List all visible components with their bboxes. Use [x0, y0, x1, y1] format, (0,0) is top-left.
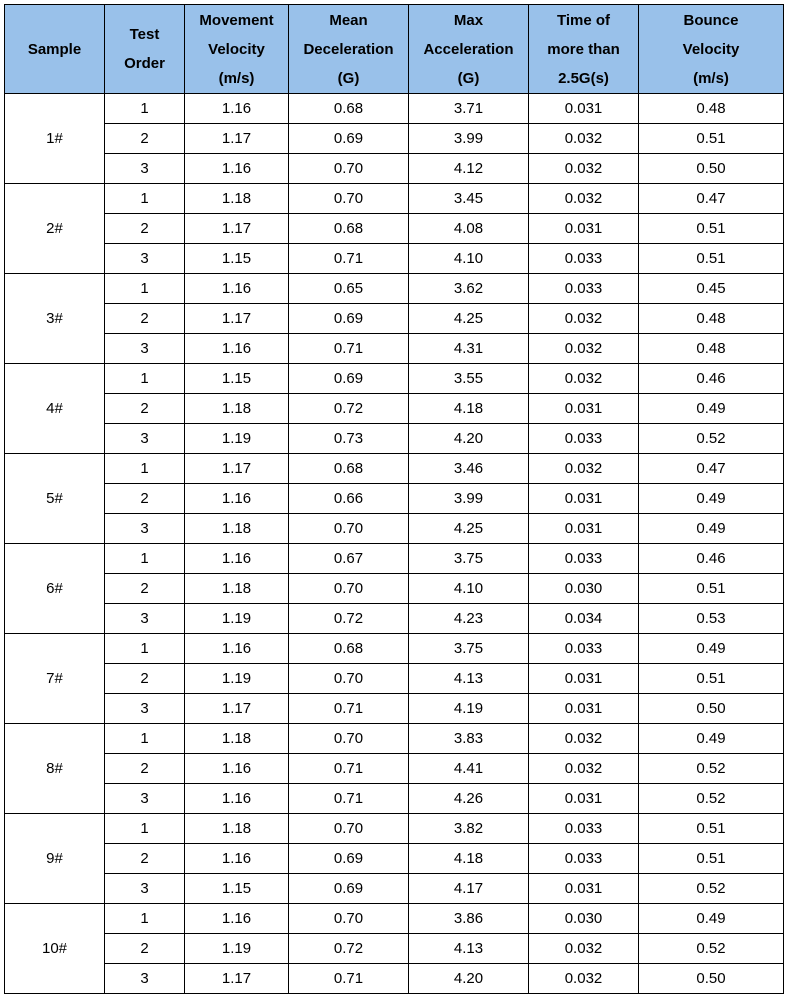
time-over-threshold-cell: 0.031 — [529, 94, 639, 124]
table-row — [5, 844, 784, 874]
test-order-cell: 2 — [105, 934, 185, 964]
time-over-threshold-cell: 0.031 — [529, 694, 639, 724]
movement-velocity-cell: 1.19 — [185, 424, 289, 454]
test-order-cell: 1 — [105, 454, 185, 484]
table-row — [5, 484, 784, 514]
movement-velocity-cell: 1.18 — [185, 514, 289, 544]
max-acceleration-cell: 4.25 — [409, 304, 529, 334]
movement-velocity-cell: 1.17 — [185, 124, 289, 154]
test-order-cell: 2 — [105, 124, 185, 154]
mean-deceleration-cell: 0.71 — [289, 694, 409, 724]
bounce-velocity-cell: 0.53 — [639, 604, 784, 634]
movement-velocity-cell: 1.16 — [185, 334, 289, 364]
test-order-cell: 1 — [105, 724, 185, 754]
test-order-cell: 3 — [105, 784, 185, 814]
bounce-velocity-cell: 0.46 — [639, 544, 784, 574]
header-bounce-velocity — [639, 5, 784, 94]
mean-deceleration-cell: 0.70 — [289, 184, 409, 214]
header-line: (m/s) — [218, 69, 255, 87]
test-order-cell: 3 — [105, 874, 185, 904]
mean-deceleration-cell: 0.72 — [289, 394, 409, 424]
max-acceleration-cell: 3.83 — [409, 724, 529, 754]
time-over-threshold-cell: 0.032 — [529, 334, 639, 364]
mean-deceleration-cell: 0.69 — [289, 844, 409, 874]
mean-deceleration-cell: 0.73 — [289, 424, 409, 454]
time-over-threshold-cell: 0.033 — [529, 844, 639, 874]
movement-velocity-cell: 1.15 — [185, 244, 289, 274]
time-over-threshold-cell: 0.033 — [529, 274, 639, 304]
bounce-velocity-cell: 0.48 — [639, 304, 784, 334]
max-acceleration-cell: 4.18 — [409, 844, 529, 874]
table-row — [5, 904, 784, 934]
sample-cell: 7# — [5, 634, 105, 724]
test-order-cell: 2 — [105, 574, 185, 604]
time-over-threshold-cell: 0.032 — [529, 184, 639, 214]
max-acceleration-cell: 3.45 — [409, 184, 529, 214]
max-acceleration-cell: 4.08 — [409, 214, 529, 244]
mean-deceleration-cell: 0.70 — [289, 574, 409, 604]
movement-velocity-cell: 1.16 — [185, 904, 289, 934]
time-over-threshold-cell: 0.031 — [529, 394, 639, 424]
test-order-cell: 1 — [105, 544, 185, 574]
mean-deceleration-cell: 0.69 — [289, 124, 409, 154]
max-acceleration-cell: 4.13 — [409, 664, 529, 694]
table-row — [5, 394, 784, 424]
movement-velocity-cell: 1.16 — [185, 544, 289, 574]
test-order-cell: 2 — [105, 214, 185, 244]
time-over-threshold-cell: 0.033 — [529, 814, 639, 844]
table-row — [5, 574, 784, 604]
mean-deceleration-cell: 0.71 — [289, 334, 409, 364]
table-row — [5, 424, 784, 454]
header-line: Velocity — [208, 40, 265, 58]
movement-velocity-cell: 1.17 — [185, 304, 289, 334]
table-row — [5, 184, 784, 214]
results-table — [4, 4, 784, 994]
max-acceleration-cell: 3.82 — [409, 814, 529, 844]
time-over-threshold-cell: 0.032 — [529, 454, 639, 484]
header-line: Sample — [27, 40, 82, 58]
table-row — [5, 514, 784, 544]
table-row — [5, 454, 784, 484]
movement-velocity-cell: 1.16 — [185, 94, 289, 124]
sample-cell: 6# — [5, 544, 105, 634]
movement-velocity-cell: 1.19 — [185, 934, 289, 964]
mean-deceleration-cell: 0.71 — [289, 754, 409, 784]
test-order-cell: 3 — [105, 334, 185, 364]
mean-deceleration-cell: 0.68 — [289, 214, 409, 244]
movement-velocity-cell: 1.16 — [185, 484, 289, 514]
bounce-velocity-cell: 0.46 — [639, 364, 784, 394]
movement-velocity-cell: 1.18 — [185, 394, 289, 424]
mean-deceleration-cell: 0.68 — [289, 94, 409, 124]
mean-deceleration-cell: 0.67 — [289, 544, 409, 574]
bounce-velocity-cell: 0.47 — [639, 454, 784, 484]
time-over-threshold-cell: 0.032 — [529, 724, 639, 754]
mean-deceleration-cell: 0.70 — [289, 904, 409, 934]
test-order-cell: 2 — [105, 664, 185, 694]
max-acceleration-cell: 3.75 — [409, 634, 529, 664]
max-acceleration-cell: 4.25 — [409, 514, 529, 544]
movement-velocity-cell: 1.18 — [185, 574, 289, 604]
table-row — [5, 814, 784, 844]
table-row — [5, 364, 784, 394]
movement-velocity-cell: 1.16 — [185, 844, 289, 874]
test-order-cell: 3 — [105, 244, 185, 274]
header-mean-deceleration — [289, 5, 409, 94]
max-acceleration-cell: 3.71 — [409, 94, 529, 124]
table-row — [5, 274, 784, 304]
test-order-cell: 1 — [105, 904, 185, 934]
table-row — [5, 634, 784, 664]
table-row — [5, 334, 784, 364]
header-line: 2.5G(s) — [558, 69, 609, 87]
max-acceleration-cell: 3.55 — [409, 364, 529, 394]
max-acceleration-cell: 4.26 — [409, 784, 529, 814]
table-row — [5, 154, 784, 184]
max-acceleration-cell: 4.17 — [409, 874, 529, 904]
max-acceleration-cell: 4.13 — [409, 934, 529, 964]
time-over-threshold-cell: 0.032 — [529, 364, 639, 394]
table-row — [5, 304, 784, 334]
header-line: Time of — [556, 11, 611, 29]
bounce-velocity-cell: 0.49 — [639, 904, 784, 934]
bounce-velocity-cell: 0.47 — [639, 184, 784, 214]
max-acceleration-cell: 3.46 — [409, 454, 529, 484]
mean-deceleration-cell: 0.70 — [289, 514, 409, 544]
header-test-order — [105, 5, 185, 94]
time-over-threshold-cell: 0.030 — [529, 904, 639, 934]
max-acceleration-cell: 4.31 — [409, 334, 529, 364]
header-line: (G) — [457, 69, 480, 87]
header-line: (m/s) — [693, 69, 729, 87]
mean-deceleration-cell: 0.71 — [289, 244, 409, 274]
header-time-over-threshold — [529, 5, 639, 94]
test-order-cell: 3 — [105, 964, 185, 994]
movement-velocity-cell: 1.18 — [185, 184, 289, 214]
time-over-threshold-cell: 0.033 — [529, 244, 639, 274]
header-line: Velocity — [682, 40, 740, 58]
table-row — [5, 244, 784, 274]
time-over-threshold-cell: 0.032 — [529, 934, 639, 964]
table-row — [5, 604, 784, 634]
test-order-cell: 1 — [105, 184, 185, 214]
test-order-cell: 1 — [105, 364, 185, 394]
max-acceleration-cell: 4.12 — [409, 154, 529, 184]
sample-cell: 9# — [5, 814, 105, 904]
test-order-cell: 1 — [105, 634, 185, 664]
movement-velocity-cell: 1.16 — [185, 154, 289, 184]
test-order-cell: 1 — [105, 94, 185, 124]
table-row — [5, 784, 784, 814]
time-over-threshold-cell: 0.030 — [529, 574, 639, 604]
bounce-velocity-cell: 0.49 — [639, 724, 784, 754]
max-acceleration-cell: 4.19 — [409, 694, 529, 724]
header-line: (G) — [337, 69, 360, 87]
movement-velocity-cell: 1.16 — [185, 634, 289, 664]
bounce-velocity-cell: 0.51 — [639, 844, 784, 874]
time-over-threshold-cell: 0.032 — [529, 124, 639, 154]
max-acceleration-cell: 4.10 — [409, 574, 529, 604]
table-row — [5, 874, 784, 904]
movement-velocity-cell: 1.17 — [185, 694, 289, 724]
bounce-velocity-cell: 0.51 — [639, 244, 784, 274]
max-acceleration-cell: 4.18 — [409, 394, 529, 424]
max-acceleration-cell: 3.99 — [409, 484, 529, 514]
bounce-velocity-cell: 0.52 — [639, 754, 784, 784]
time-over-threshold-cell: 0.033 — [529, 424, 639, 454]
movement-velocity-cell: 1.18 — [185, 724, 289, 754]
sample-cell: 10# — [5, 904, 105, 994]
header-line: Order — [124, 55, 165, 72]
bounce-velocity-cell: 0.52 — [639, 784, 784, 814]
movement-velocity-cell: 1.18 — [185, 814, 289, 844]
test-order-cell: 1 — [105, 274, 185, 304]
sample-cell: 1# — [5, 94, 105, 184]
bounce-velocity-cell: 0.52 — [639, 934, 784, 964]
header-line: more than — [547, 40, 620, 58]
max-acceleration-cell: 3.75 — [409, 544, 529, 574]
test-order-cell: 2 — [105, 304, 185, 334]
bounce-velocity-cell: 0.49 — [639, 394, 784, 424]
bounce-velocity-cell: 0.51 — [639, 664, 784, 694]
table-row — [5, 754, 784, 784]
max-acceleration-cell: 4.10 — [409, 244, 529, 274]
time-over-threshold-cell: 0.032 — [529, 154, 639, 184]
max-acceleration-cell: 3.62 — [409, 274, 529, 304]
time-over-threshold-cell: 0.034 — [529, 604, 639, 634]
bounce-velocity-cell: 0.50 — [639, 154, 784, 184]
mean-deceleration-cell: 0.71 — [289, 964, 409, 994]
movement-velocity-cell: 1.17 — [185, 454, 289, 484]
bounce-velocity-cell: 0.51 — [639, 214, 784, 244]
bounce-velocity-cell: 0.49 — [639, 514, 784, 544]
header-line: Bounce — [683, 11, 739, 29]
bounce-velocity-cell: 0.48 — [639, 334, 784, 364]
bounce-velocity-cell: 0.50 — [639, 964, 784, 994]
table-row — [5, 724, 784, 754]
mean-deceleration-cell: 0.70 — [289, 664, 409, 694]
header-max-acceleration — [409, 5, 529, 94]
header-movement-velocity — [185, 5, 289, 94]
test-order-cell: 2 — [105, 754, 185, 784]
test-order-cell: 3 — [105, 514, 185, 544]
table-row — [5, 94, 784, 124]
max-acceleration-cell: 4.20 — [409, 964, 529, 994]
header-line: Max — [453, 11, 484, 29]
bounce-velocity-cell: 0.48 — [639, 94, 784, 124]
sample-cell: 2# — [5, 184, 105, 274]
sample-cell: 3# — [5, 274, 105, 364]
time-over-threshold-cell: 0.031 — [529, 874, 639, 904]
header-line: Mean — [329, 11, 368, 29]
test-order-cell: 2 — [105, 484, 185, 514]
header-line: Acceleration — [423, 40, 514, 58]
movement-velocity-cell: 1.15 — [185, 364, 289, 394]
movement-velocity-cell: 1.16 — [185, 274, 289, 304]
max-acceleration-cell: 3.99 — [409, 124, 529, 154]
time-over-threshold-cell: 0.031 — [529, 664, 639, 694]
movement-velocity-cell: 1.17 — [185, 964, 289, 994]
mean-deceleration-cell: 0.70 — [289, 154, 409, 184]
bounce-velocity-cell: 0.52 — [639, 424, 784, 454]
header-sample — [5, 5, 105, 94]
test-order-cell: 3 — [105, 604, 185, 634]
time-over-threshold-cell: 0.032 — [529, 754, 639, 784]
bounce-velocity-cell: 0.51 — [639, 574, 784, 604]
time-over-threshold-cell: 0.031 — [529, 784, 639, 814]
test-order-cell: 3 — [105, 154, 185, 184]
test-order-cell: 3 — [105, 424, 185, 454]
mean-deceleration-cell: 0.70 — [289, 814, 409, 844]
header-line: Movement — [199, 11, 274, 29]
table-row — [5, 934, 784, 964]
bounce-velocity-cell: 0.51 — [639, 124, 784, 154]
bounce-velocity-cell: 0.52 — [639, 874, 784, 904]
movement-velocity-cell: 1.16 — [185, 784, 289, 814]
time-over-threshold-cell: 0.031 — [529, 214, 639, 244]
mean-deceleration-cell: 0.72 — [289, 604, 409, 634]
mean-deceleration-cell: 0.66 — [289, 484, 409, 514]
sample-cell: 5# — [5, 454, 105, 544]
movement-velocity-cell: 1.17 — [185, 214, 289, 244]
mean-deceleration-cell: 0.69 — [289, 364, 409, 394]
time-over-threshold-cell: 0.031 — [529, 484, 639, 514]
test-order-cell: 2 — [105, 844, 185, 874]
max-acceleration-cell: 4.23 — [409, 604, 529, 634]
sample-cell: 4# — [5, 364, 105, 454]
bounce-velocity-cell: 0.49 — [639, 634, 784, 664]
mean-deceleration-cell: 0.71 — [289, 784, 409, 814]
mean-deceleration-cell: 0.68 — [289, 454, 409, 484]
time-over-threshold-cell: 0.032 — [529, 304, 639, 334]
mean-deceleration-cell: 0.69 — [289, 304, 409, 334]
mean-deceleration-cell: 0.70 — [289, 724, 409, 754]
max-acceleration-cell: 4.20 — [409, 424, 529, 454]
mean-deceleration-cell: 0.65 — [289, 274, 409, 304]
test-order-cell: 1 — [105, 814, 185, 844]
test-order-cell: 3 — [105, 694, 185, 724]
time-over-threshold-cell: 0.033 — [529, 634, 639, 664]
header-line: Deceleration — [303, 40, 394, 58]
table-row — [5, 544, 784, 574]
bounce-velocity-cell: 0.51 — [639, 814, 784, 844]
movement-velocity-cell: 1.19 — [185, 664, 289, 694]
header-line: Test — [129, 26, 160, 43]
time-over-threshold-cell: 0.033 — [529, 544, 639, 574]
bounce-velocity-cell: 0.45 — [639, 274, 784, 304]
max-acceleration-cell: 3.86 — [409, 904, 529, 934]
table-row — [5, 694, 784, 724]
table-row — [5, 964, 784, 994]
table-header-row — [5, 5, 784, 94]
time-over-threshold-cell: 0.031 — [529, 514, 639, 544]
max-acceleration-cell: 4.41 — [409, 754, 529, 784]
time-over-threshold-cell: 0.032 — [529, 964, 639, 994]
mean-deceleration-cell: 0.69 — [289, 874, 409, 904]
test-order-cell: 2 — [105, 394, 185, 424]
movement-velocity-cell: 1.19 — [185, 604, 289, 634]
bounce-velocity-cell: 0.49 — [639, 484, 784, 514]
mean-deceleration-cell: 0.68 — [289, 634, 409, 664]
mean-deceleration-cell: 0.72 — [289, 934, 409, 964]
sample-cell: 8# — [5, 724, 105, 814]
movement-velocity-cell: 1.16 — [185, 754, 289, 784]
movement-velocity-cell: 1.15 — [185, 874, 289, 904]
table-row — [5, 664, 784, 694]
bounce-velocity-cell: 0.50 — [639, 694, 784, 724]
table-row — [5, 214, 784, 244]
table-body — [5, 94, 784, 994]
results-table-container — [4, 4, 784, 994]
table-row — [5, 124, 784, 154]
